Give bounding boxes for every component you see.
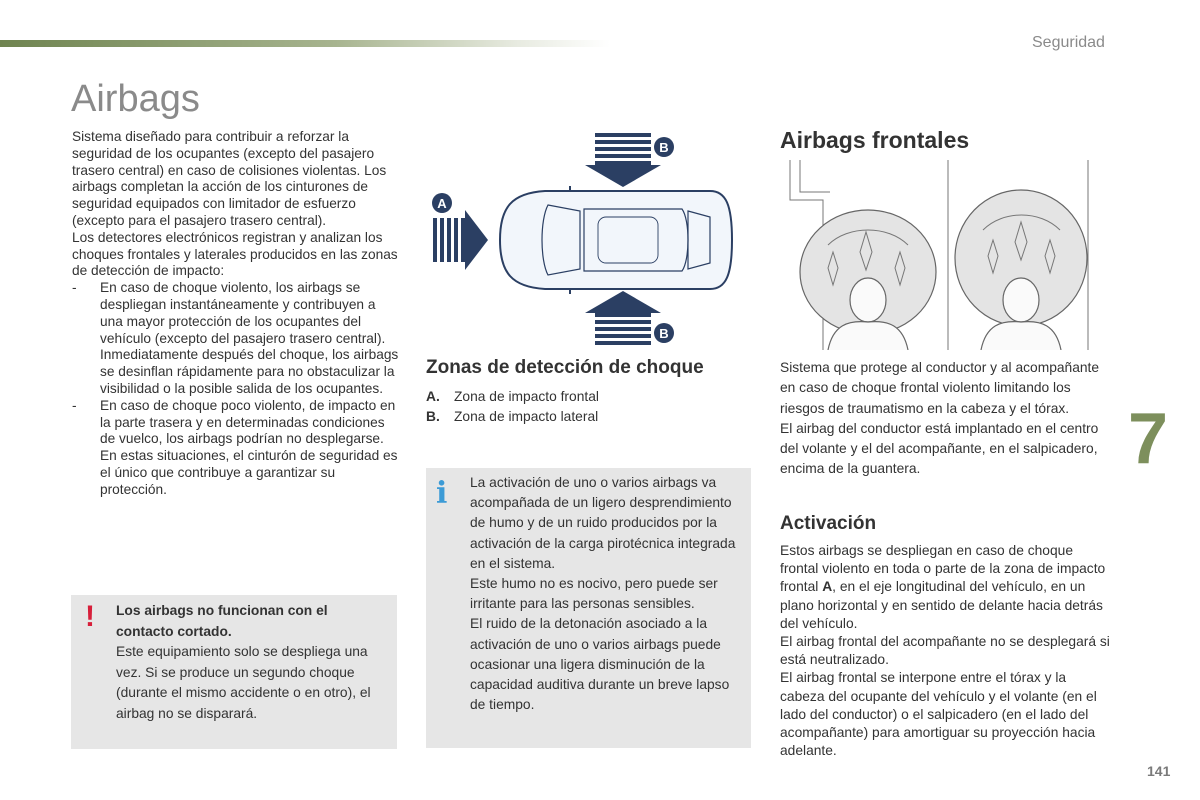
lateral-impact-arrow-top [585, 133, 661, 187]
frontal-impact-arrow [433, 210, 488, 270]
list-item-text: En caso de choque violento, los airbags se despliegan instantáneamente y contribuyen a una mayor protección de los ocupantes del vehículo (excepto del pasajero trasero central). Inmediatamente después del choque, los airbags se desinflan rápidamente para no obstaculizar la visibilidad o la posible salida de los ocupantes. [100, 280, 399, 396]
list-item [426, 387, 599, 407]
warning-icon: ! [85, 600, 95, 633]
label-a-badge [432, 193, 452, 213]
zone-letter: B. [426, 409, 440, 424]
activation-heading: Activación [780, 513, 877, 534]
label-b-top-badge [654, 137, 674, 157]
list-item [72, 280, 402, 398]
chapter-number: 7 [1128, 399, 1169, 479]
info-paragraph-2: Este humo no es nocivo, pero puede ser irritante para las personas sensibles. [470, 576, 718, 612]
label-b-bottom-badge [654, 323, 674, 343]
zone-a-reference: A [822, 579, 833, 595]
activation-text-start: Estos airbags se despliegan en caso de choque frontal violento en toda o parte de la zona de impacto frontal [780, 543, 1106, 595]
frontal-paragraph-1: Sistema que protege al conductor y al acompañante en caso de choque frontal violento limitando los riesgos de traumatismo en la cabeza y el tórax. [780, 360, 1100, 416]
zones-heading: Zonas de detección de choque [426, 357, 704, 378]
info-icon: i [436, 476, 448, 511]
passenger-airbag [955, 190, 1087, 350]
activation-paragraph-3: El airbag frontal se interpone entre el tórax y la cabeza del ocupante del vehículo y el volante (en el lado del conductor) o el salpicadero (en el lado del acompañante) para amortiguar su proyección hacia adelante. [780, 670, 1097, 759]
label-a: A [437, 196, 447, 211]
warning-title: Los airbags no funcionan con el contacto cortado. [116, 603, 328, 639]
zone-letter: A. [426, 389, 440, 404]
intro-paragraph-2: Los detectores electrónicos registran y analizan los choques frontales y laterales producidos en las zonas de detección de impacto: [72, 229, 398, 279]
info-body [470, 473, 748, 715]
warning-body: Este equipamiento solo se despliega una vez. Si se produce un segundo choque (durante el mismo accidente o en otro), el airbag no se disparará. [116, 644, 371, 721]
page-number: 141 [1147, 763, 1171, 779]
dash-marker: - [72, 397, 77, 413]
activation-paragraph-1 [780, 542, 1110, 633]
activation-text [780, 542, 1110, 760]
lateral-impact-arrow-bottom [585, 291, 661, 345]
activation-text-end: , en el eje longitudinal del vehículo, en un plano horizontal y en sentido de delante hacia detrás del vehículo. [780, 579, 1103, 631]
zone-text: Zona de impacto lateral [454, 409, 599, 424]
car-top-view-illustration [500, 186, 732, 294]
activation-paragraph-2: El airbag frontal del acompañante no se desplegará si está neutralizado. [780, 634, 1110, 668]
impact-zones-diagram [420, 125, 760, 355]
frontal-paragraph-2: El airbag del conductor está implantado en el centro del volante y el del acompañante, en el salpicadero, encima de la guantera. [780, 420, 1099, 477]
intro-column [72, 129, 402, 499]
frontal-airbags-heading: Airbags frontales [780, 127, 970, 153]
section-name: Seguridad [1032, 34, 1105, 51]
intro-paragraph-1: Sistema diseñado para contribuir a reforzar la seguridad de los ocupantes (excepto del pasajero trasero central) en caso de colisiones violentas. Los airbags completan la acción de los cinturones de seguridad equipados con limitador de esfuerzo (excepto para el pasajero trasero central). [72, 129, 387, 228]
zones-list [426, 387, 599, 427]
list-item-text: En caso de choque poco violento, de impacto en la parte trasera y en determinadas condiciones de vuelco, los airbags podrían no desplegarse. En estas situaciones, el cinturón de seguridad es el único que contribuye a garantizar su protección. [100, 397, 398, 497]
frontal-airbags-illustration [788, 160, 1098, 350]
warning-box [71, 595, 397, 749]
label-b-top: B [659, 140, 669, 155]
list-item [72, 398, 402, 499]
info-paragraph-3: El ruido de la detonación asociado a la activación de uno o varios airbags puede ocasionar una ligera disminución de la capacidad auditiva durante un breve lapso de tiempo. [470, 616, 730, 713]
zone-text: Zona de impacto frontal [454, 389, 599, 404]
dash-marker: - [72, 280, 77, 296]
label-b-bottom: B [659, 326, 669, 341]
page-title: Airbags [71, 78, 200, 120]
frontal-airbags-text [780, 358, 1110, 480]
driver-airbag [800, 210, 936, 350]
info-box [426, 468, 751, 748]
list-item [426, 407, 599, 427]
header-accent-bar [0, 40, 610, 47]
info-paragraph-1: La activación de uno o varios airbags va acompañada de un ligero desprendimiento de humo y de un ruido producidos por la activación de la carga pirotécnica integrada en el sistema. [470, 475, 736, 571]
